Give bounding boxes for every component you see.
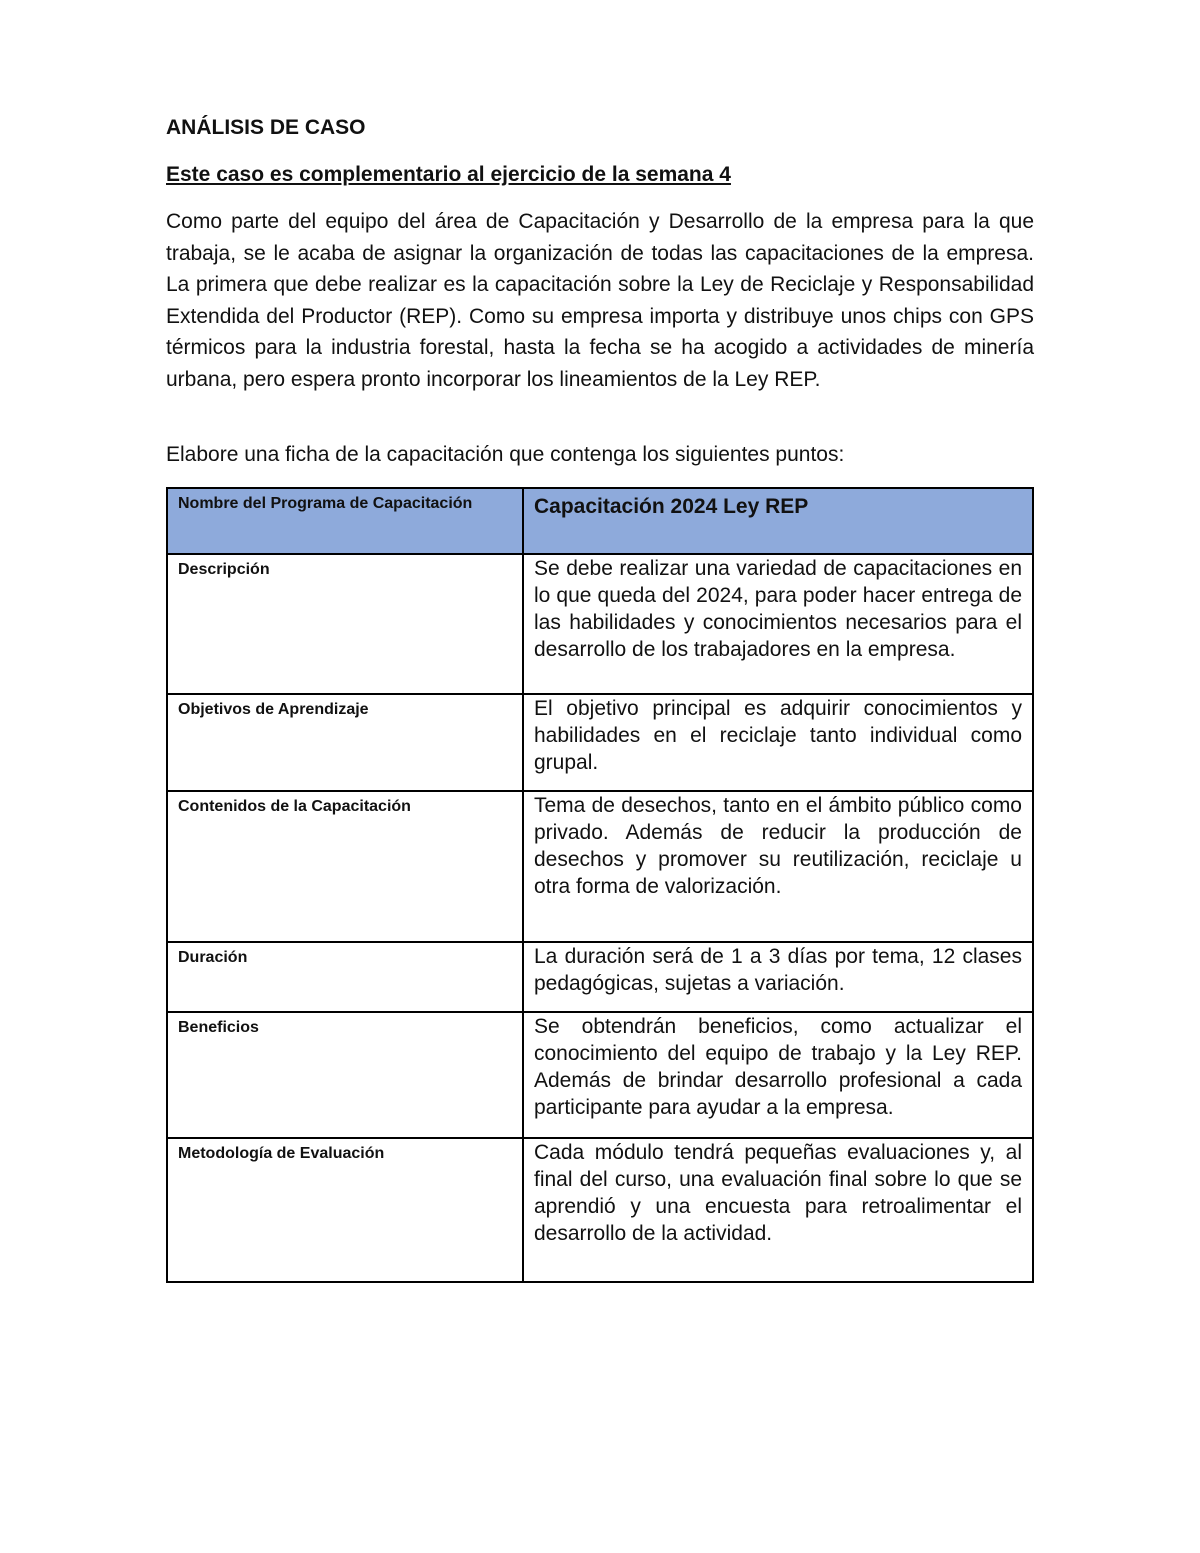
row-value: Se obtendrán beneficios, como actualizar el conocimiento del equipo de trabajo y la Ley REP. Además de brindar desarrollo profesional a cada participante para ayudar a la empresa. xyxy=(523,1012,1033,1138)
intro-paragraph: Como parte del equipo del área de Capacitación y Desarrollo de la empresa para la que trabaja, se le acaba de asignar la organización de todas las capacitaciones de la empresa. La primera que debe realizar es la capacitación sobre la Ley de Reciclaje y Responsabilidad Extendida del Productor (REP). Como su empresa importa y distribuye unos chips con GPS térmicos para la industria forestal, hasta la fecha se ha acogido a actividades de minería urbana, pero espera pronto incorporar los lineamientos de la Ley REP. xyxy=(166,210,1034,391)
instruction-paragraph: Elabore una ficha de la capacitación que contenga los siguientes puntos: xyxy=(166,443,845,466)
row-label: Duración xyxy=(167,942,523,1012)
table-row xyxy=(167,554,1033,694)
row-label: Metodología de Evaluación xyxy=(167,1138,523,1282)
program-name-label: Nombre del Programa de Capacitación xyxy=(167,488,523,554)
document-subtitle: Este caso es complementario al ejercicio de la semana 4 xyxy=(166,163,731,186)
row-value: Cada módulo tendrá pequeñas evaluaciones y, al final del curso, una evaluación final sobre lo que se aprendió y una encuesta para retroalimentar el desarrollo de la actividad. xyxy=(523,1138,1033,1282)
table-row xyxy=(167,791,1033,942)
table-header-row xyxy=(167,488,1033,554)
table-row xyxy=(167,694,1033,791)
row-label: Contenidos de la Capacitación xyxy=(167,791,523,942)
row-value: El objetivo principal es adquirir conocimientos y habilidades en el reciclaje tanto individual como grupal. xyxy=(523,694,1033,791)
row-label: Beneficios xyxy=(167,1012,523,1138)
row-label: Objetivos de Aprendizaje xyxy=(167,694,523,791)
row-value: Tema de desechos, tanto en el ámbito público como privado. Además de reducir la producción de desechos y promover su reutilización, reciclaje u otra forma de valorización. xyxy=(523,791,1033,942)
document-title: ANÁLISIS DE CASO xyxy=(166,116,366,139)
table-row xyxy=(167,1138,1033,1282)
table-row xyxy=(167,942,1033,1012)
table-row xyxy=(167,1012,1033,1138)
program-name-value: Capacitación 2024 Ley REP xyxy=(523,488,1033,554)
row-label: Descripción xyxy=(167,554,523,694)
row-value: La duración será de 1 a 3 días por tema, 12 clases pedagógicas, sujetas a variación. xyxy=(523,942,1033,1012)
training-sheet-table xyxy=(166,487,1034,1283)
row-value: Se debe realizar una variedad de capacitaciones en lo que queda del 2024, para poder hacer entrega de las habilidades y conocimientos necesarios para el desarrollo de los trabajadores en la empresa. xyxy=(523,554,1033,694)
